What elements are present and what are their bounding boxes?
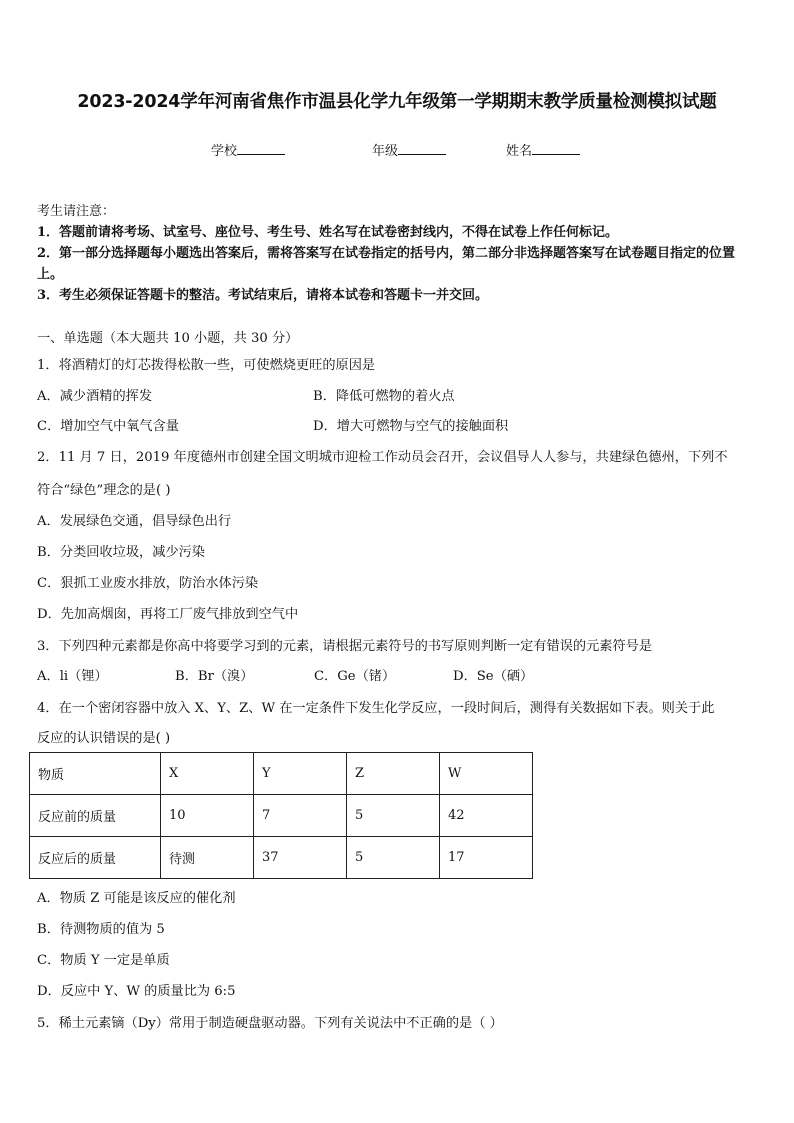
table-cell: X bbox=[161, 753, 254, 795]
school-blank[interactable] bbox=[237, 142, 285, 155]
q1-option-c[interactable]: C．增加空气中氧气含量 bbox=[37, 419, 179, 434]
table-cell: 反应前的质量 bbox=[30, 795, 161, 837]
q5-stem: 5．稀土元素镝（Dy）常用于制造硬盘驱动器。下列有关说法中不正确的是（ ） bbox=[37, 1016, 503, 1031]
table-row bbox=[30, 837, 533, 879]
q4-data-table bbox=[29, 752, 533, 879]
table-cell: Y bbox=[254, 753, 347, 795]
q2-option-b[interactable]: B．分类回收垃圾，减少污染 bbox=[37, 545, 205, 560]
table-cell: 42 bbox=[440, 795, 533, 837]
table-cell: 5 bbox=[347, 795, 440, 837]
table-cell: 待测 bbox=[161, 837, 254, 879]
q3-option-a[interactable]: A．li（锂） bbox=[37, 669, 108, 684]
notice-item-1: 1．答题前请将考场、试室号、座位号、考生号、姓名写在试卷密封线内，不得在试卷上作任何标记。 bbox=[37, 225, 619, 240]
school-field[interactable] bbox=[211, 140, 285, 159]
grade-blank[interactable] bbox=[398, 142, 446, 155]
q3-stem: 3．下列四种元素都是你高中将要学习到的元素，请根据元素符号的书写原则判断一定有错误的元素符号是 bbox=[37, 639, 653, 654]
exam-title: 2023-2024学年河南省焦作市温县化学九年级第一学期期末教学质量检测模拟试题 bbox=[77, 92, 717, 112]
q2-option-c[interactable]: C．狠抓工业废水排放，防治水体污染 bbox=[37, 576, 259, 591]
name-blank[interactable] bbox=[532, 142, 580, 155]
q1-option-a[interactable]: A．减少酒精的挥发 bbox=[37, 389, 153, 404]
table-row bbox=[30, 795, 533, 837]
table-header-row bbox=[30, 753, 533, 795]
q4-stem-line1: 4．在一个密闭容器中放入 X、Y、Z、W 在一定条件下发生化学反应，一段时间后，测得有关数据如下表。则关于此 bbox=[37, 701, 715, 716]
q2-stem-line1: 2．11 月 7 日，2019 年度德州市创建全国文明城市迎检工作动员会召开，会议倡导人人参与，共建绿色德州，下列不 bbox=[37, 450, 728, 465]
table-cell: 17 bbox=[440, 837, 533, 879]
table-cell: 37 bbox=[254, 837, 347, 879]
q4-option-d[interactable]: D．反应中 Y、W 的质量比为 6:5 bbox=[37, 984, 236, 999]
table-cell: Z bbox=[347, 753, 440, 795]
section-heading: 一、单选题（本大题共 10 小题，共 30 分） bbox=[37, 331, 299, 346]
q4-option-b[interactable]: B．待测物质的值为 5 bbox=[37, 922, 165, 937]
notice-item-3: 3．考生必须保证答题卡的整洁。考试结束后，请将本试卷和答题卡一并交回。 bbox=[37, 288, 489, 303]
table-cell: W bbox=[440, 753, 533, 795]
notice-item-2: 2．第一部分选择题每小题选出答案后，需将答案写在试卷指定的括号内，第二部分非选择题答案写在试卷题目指定的位置上。 bbox=[37, 246, 736, 282]
q2-stem-line2: 符合“绿色”理念的是( ) bbox=[37, 483, 171, 498]
q2-option-a[interactable]: A．发展绿色交通，倡导绿色出行 bbox=[37, 514, 232, 529]
notice-heading: 考生请注意： bbox=[37, 204, 116, 219]
name-field[interactable] bbox=[506, 140, 580, 159]
q4-option-a[interactable]: A．物质 Z 可能是该反应的催化剂 bbox=[37, 891, 236, 906]
grade-field[interactable] bbox=[372, 140, 446, 159]
q3-option-c[interactable]: C．Ge（锗） bbox=[314, 669, 396, 684]
table-cell: 物质 bbox=[30, 753, 161, 795]
table-cell: 反应后的质量 bbox=[30, 837, 161, 879]
name-label: 姓名 bbox=[506, 144, 533, 159]
q3-option-b[interactable]: B．Br（溴） bbox=[175, 669, 254, 684]
q4-stem-line2: 反应的认识错误的是( ) bbox=[37, 731, 171, 746]
q2-option-d[interactable]: D．先加高烟囱，再将工厂废气排放到空气中 bbox=[37, 607, 299, 622]
grade-label: 年级 bbox=[372, 144, 399, 159]
q1-option-b[interactable]: B．降低可燃物的着火点 bbox=[313, 389, 455, 404]
q1-stem: 1．将酒精灯的灯芯拨得松散一些，可使燃烧更旺的原因是 bbox=[37, 358, 376, 373]
q1-option-d[interactable]: D．增大可燃物与空气的接触面积 bbox=[313, 419, 509, 434]
table-cell: 7 bbox=[254, 795, 347, 837]
q3-option-d[interactable]: D．Se（硒） bbox=[453, 669, 534, 684]
table-cell: 10 bbox=[161, 795, 254, 837]
school-label: 学校 bbox=[211, 144, 238, 159]
q4-option-c[interactable]: C．物质 Y 一定是单质 bbox=[37, 953, 170, 968]
table-cell: 5 bbox=[347, 837, 440, 879]
notice-block bbox=[37, 201, 759, 306]
